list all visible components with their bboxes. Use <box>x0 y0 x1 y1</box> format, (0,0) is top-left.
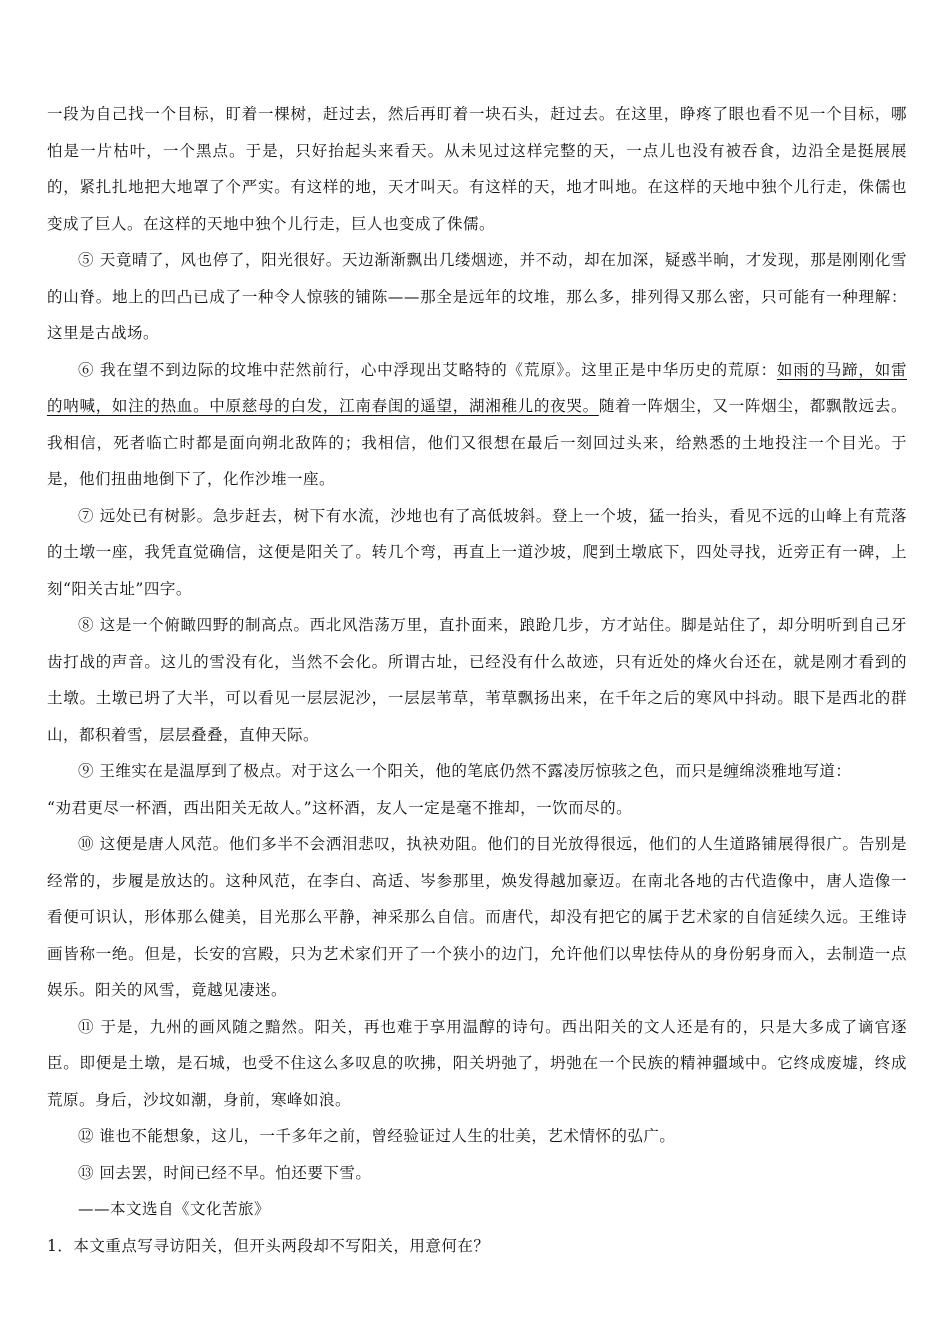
document-page <box>47 96 907 1264</box>
paragraph-6 <box>47 352 907 498</box>
question-1 <box>47 1228 907 1265</box>
paragraph-5: ⑤ 天竟晴了，风也停了，阳光很好。天边渐渐飘出几缕烟迹，并不动，却在加深，疑惑半晌，才发现，那是刚刚化雪的山脊。地上的凹凸已成了一种令人惊骇的铺陈——那全是远年的坟堆，那么多，排列得又那么密，只可能有一种理解：这里是古战场。 <box>47 251 907 342</box>
paragraph-6-lead: ⑥ 我在望不到边际的坟堆中茫然前行，心中浮现出艾略特的《荒原》。这里正是中华历史的荒原： <box>78 360 777 379</box>
paragraph-9: ⑨ 王维实在是温厚到了极点。对于这么一个阳关，他的笔底仍然不露凌厉惊骇之色，而只是缠绵淡雅地写道： <box>78 762 852 780</box>
paragraph-intro: 一段为自己找一个目标，盯着一棵树，赶过去，然后再盯着一块石头，赶过去。在这里，睁疼了眼也看不见一个目标，哪怕是一片枯叶，一个黑点。于是，只好抬起头来看天。从未见过这样完整的天，一点儿也没有被吞食，边沿全是挺展展的，紧扎扎地把大地罩了个严实。有这样的地，天才叫天。有这样的天，地才叫地。在这样的天地中独个儿行走，侏儒也变成了巨人。在这样的天地中独个儿行走，巨人也变成了侏儒。 <box>47 105 907 233</box>
paragraph-11: ⑪ 于是，九州的画风随之黯然。阳关，再也难于享用温醇的诗句。西出阳关的文人还是有的，只是大多成了谪官逐臣。即便是土墩，是石城，也受不住这么多叹息的吹拂，阳关坍弛了，坍弛在一个民族的精神疆域中。它终成废墟，终成荒原。身后，沙坟如潮，身前，寒峰如浪。 <box>47 1017 907 1109</box>
question-text: 本文重点写寻访阳关，但开头两段却不写阳关，用意何在？ <box>73 1236 490 1255</box>
paragraph-12: ⑫ 谁也不能想象，这儿，一千多年之前，曾经验证过人生的壮美，艺术情怀的弘广。 <box>78 1127 676 1145</box>
question-number: 1． <box>47 1236 74 1255</box>
paragraph-8: ⑧ 这是一个俯瞰四野的制高点。西北风浩荡万里，直扑面来，踉跄几步，方才站住。脚是站住了，却分明听到自己牙齿打战的声音。这儿的雪没有化，当然不会化。所谓古址，已经没有什么故迹，只有近处的烽火台还在，就是刚才看到的土墩。土墩已坍了大半，可以看见一层层泥沙，一层层苇草，苇草飘扬出来，在千年之后的寒风中抖动。眼下是西北的群山，都积着雪，层层叠叠，直伸天际。 <box>47 616 907 744</box>
paragraph-6-rest: 随着一阵烟尘，又一阵烟尘，都飘散远去。我相信，死者临亡时都是面向朔北敌阵的；我相信，他们又很想在最后一刻回过头来，给熟悉的土地投注一个目光。于是，他们扭曲地倒下了，化作沙堆一座。 <box>47 397 907 488</box>
paragraph-9-continuation: “劝君更尽一杯酒，西出阳关无故人。”这杯酒，友人一定是毫不推却，一饮而尽的。 <box>47 798 633 817</box>
paragraph-10: ⑩ 这便是唐人风范。他们多半不会洒泪悲叹，执袂劝阻。他们的目光放得很远，他们的人生道路铺展得很广。告别是经常的，步履是放达的。这种风范，在李白、高适、岑参那里，焕发得越加豪迈。在南北各地的古代造像中，唐人造像一看便可识认，形体那么健美，目光那么平静，神采那么自信。而唐代，却没有把它的属于艺术家的自信延续久远。王维诗画皆称一绝。但是，长安的宫殿，只为艺术家们开了一个狭小的边门，允许他们以卑怯侍从的身份躬身而入，去制造一点娱乐。阳关的风雪，竟越见凄迷。 <box>47 835 907 999</box>
paragraph-7: ⑦ 远处已有树影。急步赶去，树下有水流，沙地也有了高低坡斜。登上一个坡，猛一抬头，看见不远的山峰上有荒落的土墩一座，我凭直觉确信，这便是阳关了。转几个弯，再直上一道沙坡，爬到土墩底下，四处寻找，近旁正有一碑，上刻“阳关古址”四字。 <box>47 506 907 598</box>
paragraph-13: ⑬ 回去罢，时间已经不早。怕还要下雪。 <box>78 1163 372 1182</box>
paragraph-6-underlined-sentence: 如雨的马蹄，如雷的呐喊，如注的热血。中原慈母的白发，江南春闺的遥望，湖湘稚儿的夜哭。 <box>47 360 907 415</box>
source-citation: ——本文选自《文化苦旅》 <box>78 1200 271 1218</box>
